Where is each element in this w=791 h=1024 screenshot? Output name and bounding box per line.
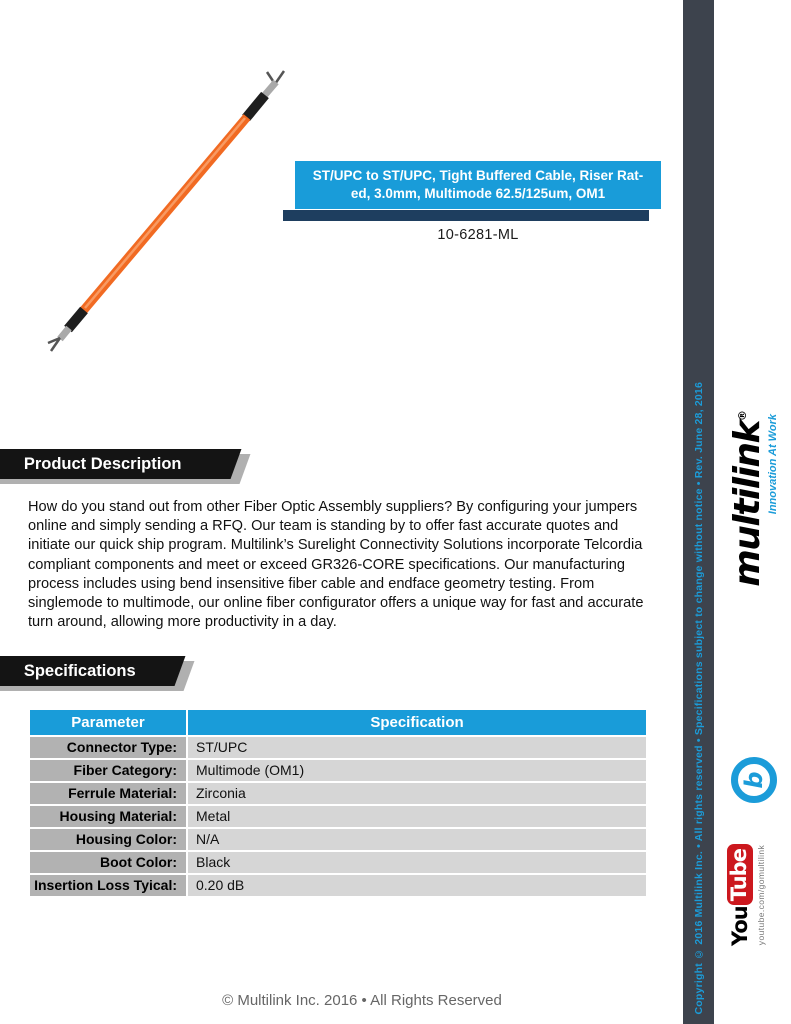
table-row-value: Zirconia xyxy=(188,783,646,804)
youtube-block xyxy=(721,839,771,951)
banner-face xyxy=(0,656,185,686)
youtube-logo xyxy=(727,844,753,946)
table-row-value: 0.20 dB xyxy=(188,875,646,896)
product-title-line2: ed, 3.0mm, Multimode 62.5/125um, OM1 xyxy=(350,186,606,201)
product-title-line1: ST/UPC to ST/UPC, Tight Buffered Cable, Riser Rat- xyxy=(312,168,644,183)
table-row-parameter: Fiber Category: xyxy=(30,760,186,781)
fiber-cable-image xyxy=(20,68,312,380)
section-banner-specifications xyxy=(0,656,180,686)
table-row-parameter: Ferrule Material: xyxy=(30,783,186,804)
product-description-heading: Product Description xyxy=(24,454,182,473)
youtube-logo-you: You xyxy=(727,906,752,946)
section-banner-product-description xyxy=(0,449,236,479)
table-row-parameter: Housing Material: xyxy=(30,806,186,827)
registered-mark: ® xyxy=(736,410,749,421)
multilink-logo xyxy=(717,410,787,630)
multilink-b-icon xyxy=(731,757,777,803)
sidebar-strip xyxy=(683,0,714,1024)
product-title-banner xyxy=(295,161,661,209)
table-row-value: N/A xyxy=(188,829,646,850)
table-header-specification: Specification xyxy=(188,710,646,735)
table-row-parameter: Boot Color: xyxy=(30,852,186,873)
part-number: 10-6281-ML xyxy=(437,227,519,243)
title-banner-shadow xyxy=(283,210,649,221)
footer-copyright: © Multilink Inc. 2016 • All Rights Reserved xyxy=(222,992,502,1009)
sidebar-copyright-text: Copyright © 2016 Multilink Inc. • All rights reserved • Specifications subject to change without notice • Rev. June 28, 2016 xyxy=(692,381,705,1014)
table-row-value: Black xyxy=(188,852,646,873)
table-row-value: Metal xyxy=(188,806,646,827)
table-row-parameter: Insertion Loss Tyical: xyxy=(30,875,186,896)
youtube-url: youtube.com/gomultilink xyxy=(755,844,766,946)
b-icon-letter: b xyxy=(740,771,768,789)
banner-face xyxy=(0,449,241,479)
table-row-parameter: Housing Color: xyxy=(30,829,186,850)
youtube-logo-tube: Tube xyxy=(727,844,753,905)
multilink-tagline: Innovation At Work xyxy=(767,414,779,515)
table-row-value: Multimode (OM1) xyxy=(188,760,646,781)
product-description-text: How do you stand out from other Fiber Optic Assembly suppliers? By configuring your jumpers online and simply sending a RFQ. Our team is standing by to offer fast accurate quotes and initiate our quick ship program. Multilink’s Surelight Connectivity Solutions incorporate Telcordia compliant components and meet or exceed GR326-CORE specifications. Our manufacturing process includes using bend insensitive fiber cable and endface geometry testing. From singlemode to multimode, our online fiber configurator offers a unique way for fast and accurate turn around, allowing more productivity in a day. xyxy=(28,499,644,631)
table-row-value: ST/UPC xyxy=(188,737,646,758)
specifications-heading: Specifications xyxy=(24,661,136,680)
multilink-wordmark-text: multilink xyxy=(727,421,768,587)
multilink-wordmark xyxy=(725,410,766,587)
fiber-cable-drawing xyxy=(20,68,312,380)
table-row-parameter: Connector Type: xyxy=(30,737,186,758)
table-header-parameter: Parameter xyxy=(30,710,186,735)
specifications-table xyxy=(30,710,646,896)
